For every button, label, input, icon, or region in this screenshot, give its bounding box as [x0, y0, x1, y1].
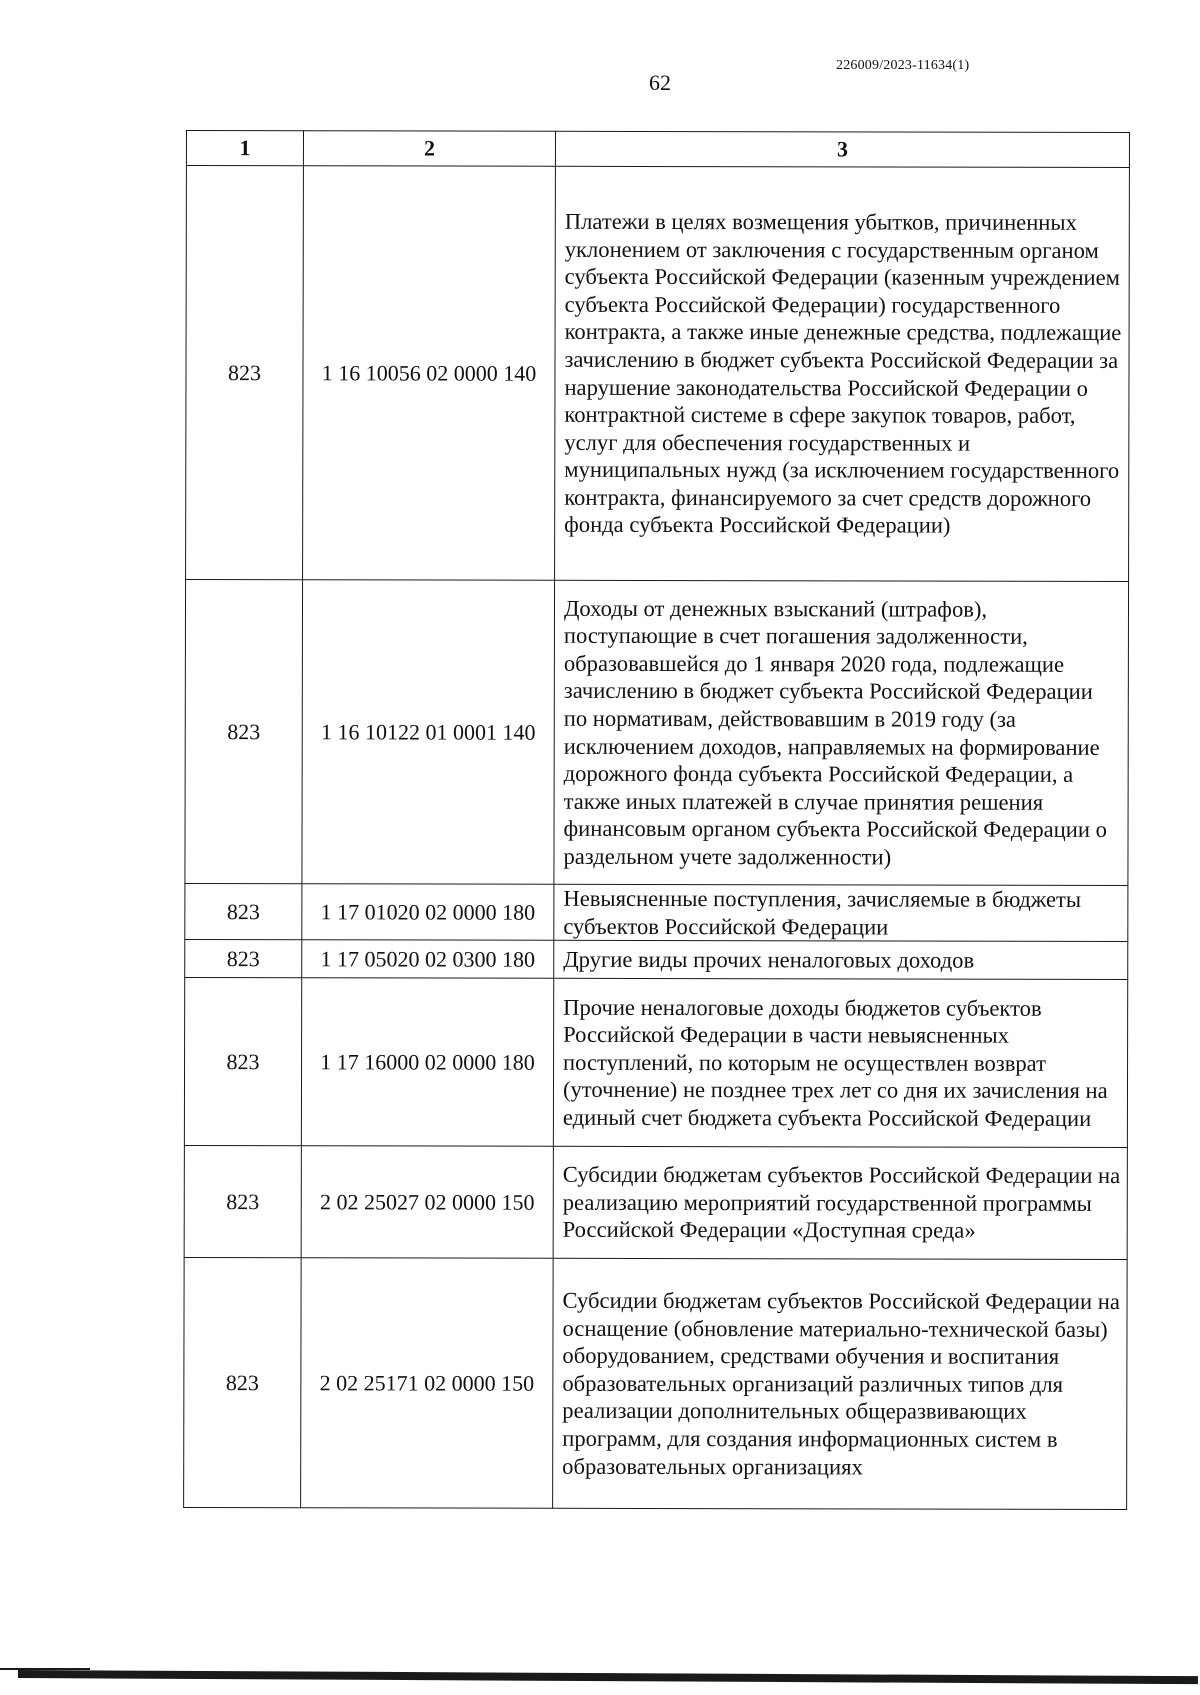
column-header-1: 1 — [186, 131, 303, 166]
table-row — [184, 1146, 1127, 1260]
table-row — [184, 978, 1127, 1148]
budget-code-cell: 1 16 10056 02 0000 140 — [303, 166, 556, 581]
budget-code-cell: 1 17 16000 02 0000 180 — [301, 978, 553, 1147]
admin-code-cell: 823 — [186, 166, 304, 580]
table-row — [185, 883, 1128, 941]
description-cell: Прочие неналоговые доходы бюджетов субъектов Российской Федерации в части невыясненных поступлений, по которым не осуществлен возврат (уточнение) не позднее трех лет со дня их зачисления на единый счет бюджета субъекта Российской Федерации — [553, 978, 1127, 1147]
description-cell: Невыясненные поступления, зачисляемые в бюджеты субъектов Российской Федерации — [554, 884, 1128, 941]
description-cell: Платежи в целях возмещения убытков, причиненных уклонением от заключения с государственным органом субъекта Российской Федерации (казенным учреждением субъекта Российской Федерации) государственного контракта, а также иные денежные средства, подлежащие зачислению в бюджет субъекта Российской Федерации за нарушение законодательства Российской Федерации о контрактной системе в сфере закупок товаров, работ, услуг для обеспечения государственных и муниципальных нужд (за исключением государственного контракта, финансируемого за счет средств дорожного фонда субъекта Российской Федерации) — [555, 166, 1130, 581]
budget-code-cell: 2 02 25027 02 0000 150 — [301, 1146, 553, 1259]
document-id: 226009/2023-11634(1) — [836, 58, 970, 73]
table-row — [185, 940, 1128, 980]
budget-code-cell: 1 16 10122 01 0001 140 — [302, 580, 555, 885]
description-cell: Другие виды прочих неналоговых доходов — [554, 940, 1128, 979]
budget-code-cell: 1 17 05020 02 0300 180 — [302, 940, 554, 979]
admin-code-cell: 823 — [185, 940, 302, 978]
table-row — [184, 1258, 1128, 1510]
page-number: 62 — [649, 70, 671, 95]
column-header-2: 2 — [303, 131, 555, 167]
admin-code-cell: 823 — [184, 1258, 302, 1508]
scan-bottom-border — [18, 1670, 1198, 1684]
budget-code-cell: 1 17 01020 02 0000 180 — [302, 884, 554, 941]
admin-code-cell: 823 — [185, 580, 303, 884]
revenue-codes-table — [183, 130, 1130, 1510]
table-row — [186, 166, 1130, 582]
description-cell: Субсидии бюджетам субъектов Российской Федерации на оснащение (обновление материально-технической базы) оборудованием, средствами обучения и воспитания образовательных организаций различных типов для реализации дополнительных общеразвивающих программ, для создания информационных систем в образовательных организациях — [553, 1258, 1128, 1509]
admin-code-cell: 823 — [184, 978, 301, 1146]
table-header-row — [186, 131, 1129, 168]
description-cell: Доходы от денежных взысканий (штрафов), поступающие в счет погашения задолженности, образовавшейся до 1 января 2020 года, подлежащие зачислению в бюджет субъекта Российской Федерации по нормативам, действовавшим в 2019 году (за исключением доходов, направляемых на формирование дорожного фонда субъекта Российской Федерации, а также иных платежей в случае принятия решения финансовым органом субъекта Российской Федерации о раздельном учете задолженности) — [554, 580, 1129, 885]
column-header-3: 3 — [555, 131, 1129, 167]
admin-code-cell: 823 — [184, 1146, 301, 1258]
admin-code-cell: 823 — [185, 883, 302, 939]
description-cell: Субсидии бюджетам субъектов Российской Федерации на реализацию мероприятий государственной программы Российской Федерации «Доступная среда» — [553, 1146, 1127, 1259]
budget-code-cell: 2 02 25171 02 0000 150 — [301, 1258, 554, 1509]
table-row — [185, 580, 1129, 886]
